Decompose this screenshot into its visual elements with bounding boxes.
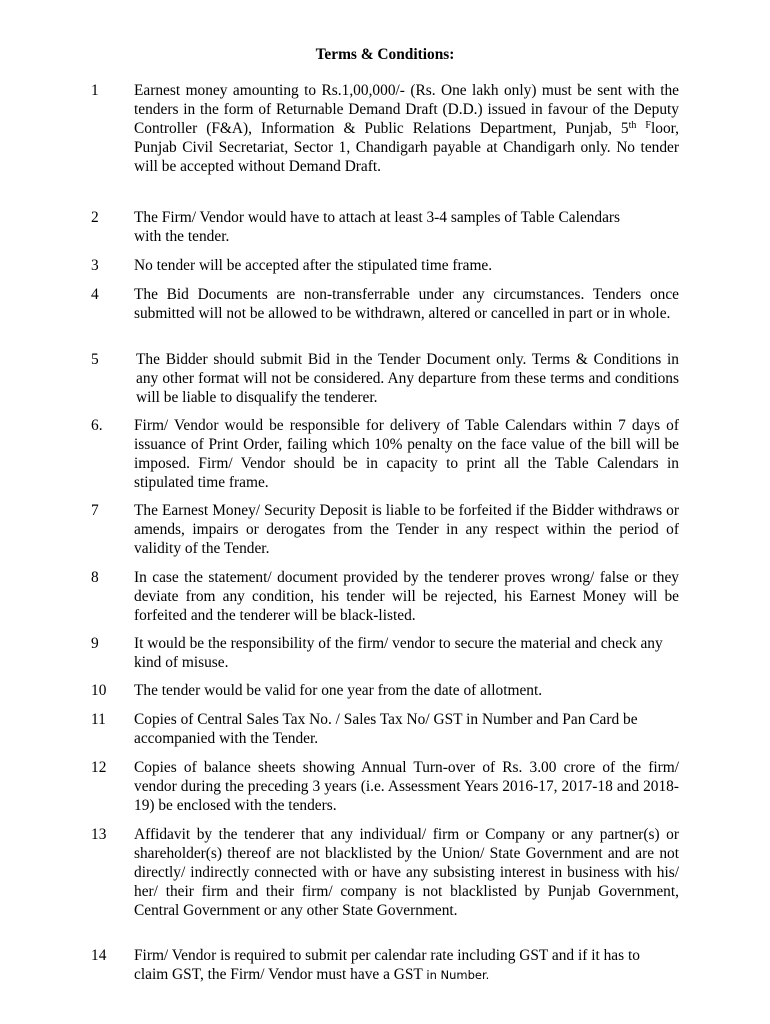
item-text: Copies of balance sheets showing Annual Turn-over of Rs. 3.00 crore of the firm/ vendor during the preceding 3 years (i.e. Assessment Years 2016-17, 2017-18 and 2018-19) be enclosed with the tenders. [134, 759, 679, 814]
item-number: 9 [91, 635, 99, 652]
superscript-f: F [645, 120, 651, 131]
item-text-part: Firm/ Vendor is required to submit per calendar rate including GST and if it has to claim GST, the Firm/ Vendor must have a GST [134, 947, 640, 983]
item-number: 12 [91, 759, 107, 776]
item-text: Affidavit by the tenderer that any individual/ firm or Company or any partner(s) or shareholder(s) thereof are not blacklisted by the Union/ State Government and are not directly/ indirectly connected with or have any subsisting interest in business with his/ her/ their firm and their firm/ company is not blacklisted by Punjab Government, Central Government or any other State Government. [134, 826, 679, 919]
item-number: 5 [91, 351, 99, 368]
item-text: The tender would be valid for one year from the date of allotment. [134, 682, 543, 699]
item-number: 11 [91, 711, 106, 728]
item-number: 6. [91, 417, 103, 434]
item-text: The Bidder should submit Bid in the Tender Document only. Terms & Conditions in any other format will not be considered. Any departure from these terms and conditions will be liable to disqualify the tenderer. [136, 351, 679, 406]
item-text-part: Earnest money amounting to Rs.1,00,000/- (Rs. One lakh only) must be sent with the tenders in the form of Returnable Demand Draft (D.D.) issued in favour of the Deputy Controller (F&A), Information & Public Relations Department, Punjab, 5 [134, 82, 679, 137]
item-text: The Firm/ Vendor would have to attach at least 3-4 samples of Table Calendars with the tender. [134, 209, 621, 245]
item-number: 10 [91, 682, 107, 699]
item-text: Copies of Central Sales Tax No. / Sales Tax No/ GST in Number and Pan Card be accompanied with the Tender. [134, 711, 638, 747]
item-number: 7 [91, 502, 99, 519]
item-text: Firm/ Vendor would be responsible for delivery of Table Calendars within 7 days of issuance of Print Order, failing which 10% penalty on the face value of the bill will be imposed. Firm/ Vendor should be in capacity to print all the Table Calendars in stipulated time frame. [134, 417, 679, 491]
item-text: No tender will be accepted after the stipulated time frame. [134, 257, 493, 274]
item-number: 2 [91, 209, 99, 226]
item-text: In case the statement/ document provided by the tenderer proves wrong/ false or they deviate from any condition, his tender will be rejected, his Earnest Money will be forfeited and the tenderer will be black-listed. [134, 569, 679, 624]
item-text-part: loor, Punjab Civil Secretariat, Sector 1, Chandigarh payable at Chandigarh only. No tender will be accepted without Demand Draft. [134, 120, 679, 175]
item-number: 1 [91, 82, 99, 99]
item-number: 3 [91, 257, 99, 274]
item-number: 14 [91, 947, 107, 964]
superscript-th: th [628, 120, 637, 131]
item-text [134, 946, 674, 985]
page-title: Terms & Conditions: [315, 46, 455, 63]
item-number: 4 [91, 286, 99, 303]
item-number: 8 [91, 569, 99, 586]
item-text: It would be the responsibility of the firm/ vendor to secure the material and check any kind of misuse. [134, 635, 663, 671]
item-text: The Bid Documents are non-transferrable under any circumstances. Tenders once submitted will not be allowed to be withdrawn, altered or cancelled in part or in whole. [134, 286, 679, 322]
item-text [134, 81, 679, 176]
item-number: 13 [91, 826, 107, 843]
item-text-part: in Number. [426, 968, 490, 982]
item-text: The Earnest Money/ Security Deposit is liable to be forfeited if the Bidder withdraws or amends, impairs or derogates from the Tender in any respect within the period of validity of the Tender. [134, 502, 679, 557]
